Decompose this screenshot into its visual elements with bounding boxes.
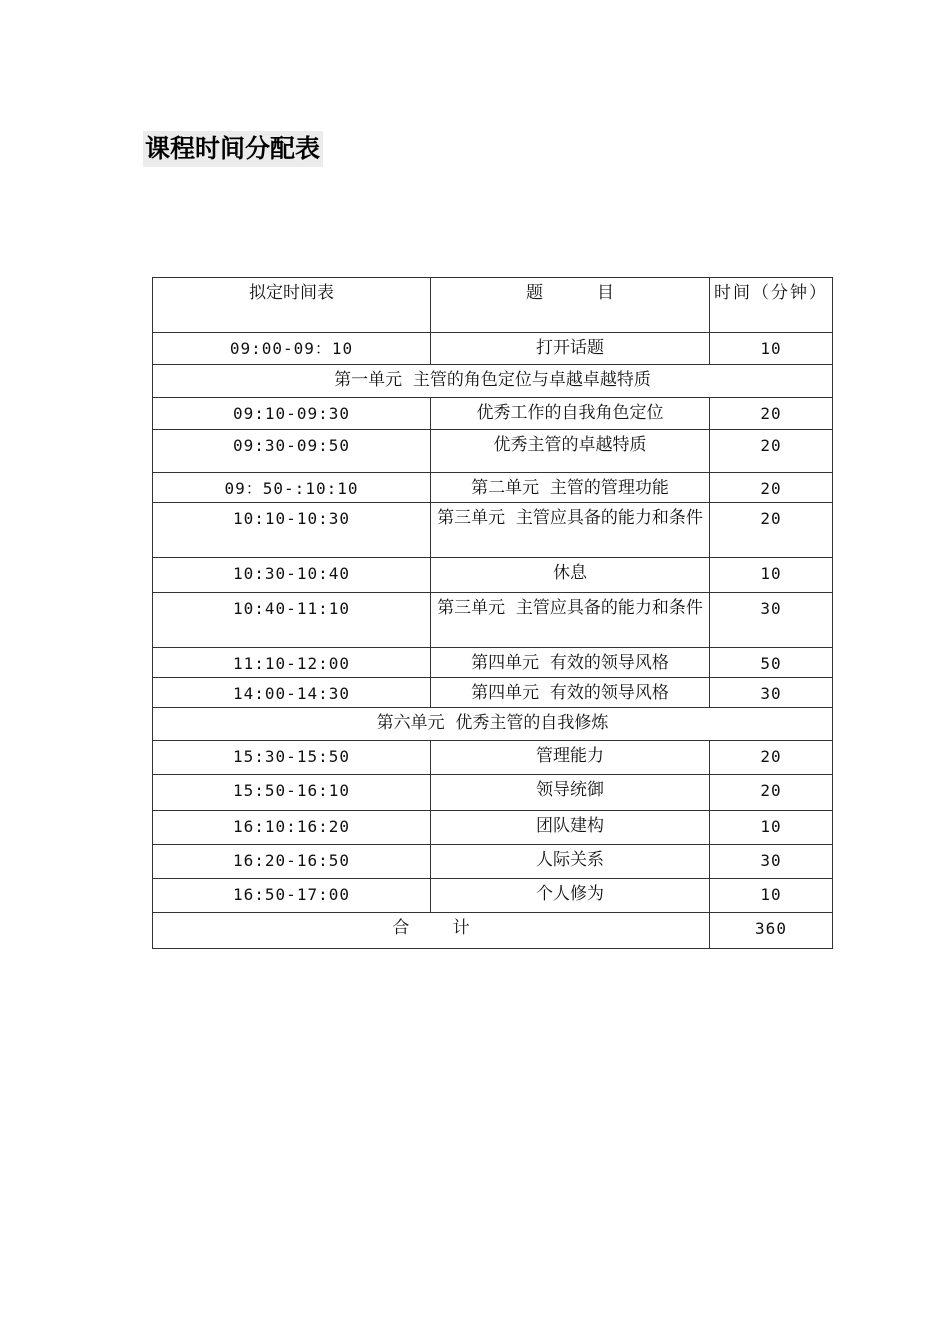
page-title: 课程时间分配表 [143,131,323,167]
section-row [153,708,833,741]
minutes-cell: 20 [710,775,833,811]
topic-cell: 优秀主管的卓越特质 [431,430,710,473]
time-cell: 16:10:16:20 [153,811,431,845]
minutes-cell: 10 [710,333,833,365]
topic-cell: 个人修为 [431,879,710,913]
minutes-cell: 20 [710,503,833,558]
time-cell: 16:50-17:00 [153,879,431,913]
topic-cell: 第四单元 有效的领导风格 [431,648,710,678]
topic-cell: 管理能力 [431,741,710,775]
total-row [153,913,833,949]
topic-cell: 休息 [431,558,710,593]
header-minutes: 时间（分钟） [710,278,833,333]
header-topic: 题 目 [431,278,710,333]
time-cell: 10:10-10:30 [153,503,431,558]
time-cell: 10:40-11:10 [153,593,431,648]
table-row [153,879,833,913]
section-cell: 第一单元 主管的角色定位与卓越卓越特质 [153,365,833,398]
minutes-cell: 30 [710,845,833,879]
table-row [153,811,833,845]
total-minutes: 360 [710,913,833,949]
minutes-cell: 20 [710,430,833,473]
topic-cell: 人际关系 [431,845,710,879]
schedule-table [152,277,833,949]
topic-cell: 第三单元 主管应具备的能力和条件 [431,503,710,558]
topic-cell: 优秀工作的自我角色定位 [431,398,710,430]
minutes-cell: 10 [710,879,833,913]
time-cell: 15:30-15:50 [153,741,431,775]
minutes-cell: 20 [710,473,833,503]
section-cell: 第六单元 优秀主管的自我修炼 [153,708,833,741]
time-cell: 14:00-14:30 [153,678,431,708]
time-cell: 09:00-09：10 [153,333,431,365]
topic-cell: 第二单元 主管的管理功能 [431,473,710,503]
minutes-cell: 20 [710,741,833,775]
section-row [153,365,833,398]
minutes-cell: 50 [710,648,833,678]
minutes-cell: 20 [710,398,833,430]
table-row [153,775,833,811]
time-cell: 16:20-16:50 [153,845,431,879]
topic-cell: 第三单元 主管应具备的能力和条件 [431,593,710,648]
table-row [153,398,833,430]
table-row [153,503,833,558]
time-cell: 09:30-09:50 [153,430,431,473]
topic-cell: 团队建构 [431,811,710,845]
total-label: 合 计 [153,913,710,949]
table-row [153,845,833,879]
header-schedule: 拟定时间表 [153,278,431,333]
table-row [153,741,833,775]
table-row [153,593,833,648]
table-row [153,648,833,678]
minutes-cell: 30 [710,593,833,648]
time-cell: 10:30-10:40 [153,558,431,593]
minutes-cell: 10 [710,558,833,593]
time-cell: 15:50-16:10 [153,775,431,811]
table-row [153,678,833,708]
time-cell: 11:10-12:00 [153,648,431,678]
topic-cell: 第四单元 有效的领导风格 [431,678,710,708]
table-row [153,333,833,365]
time-cell: 09:10-09:30 [153,398,431,430]
table-row [153,473,833,503]
table-row [153,558,833,593]
table-header-row [153,278,833,333]
minutes-cell: 10 [710,811,833,845]
table-row [153,430,833,473]
minutes-cell: 30 [710,678,833,708]
topic-cell: 打开话题 [431,333,710,365]
time-cell: 09：50-:10:10 [153,473,431,503]
topic-cell: 领导统御 [431,775,710,811]
